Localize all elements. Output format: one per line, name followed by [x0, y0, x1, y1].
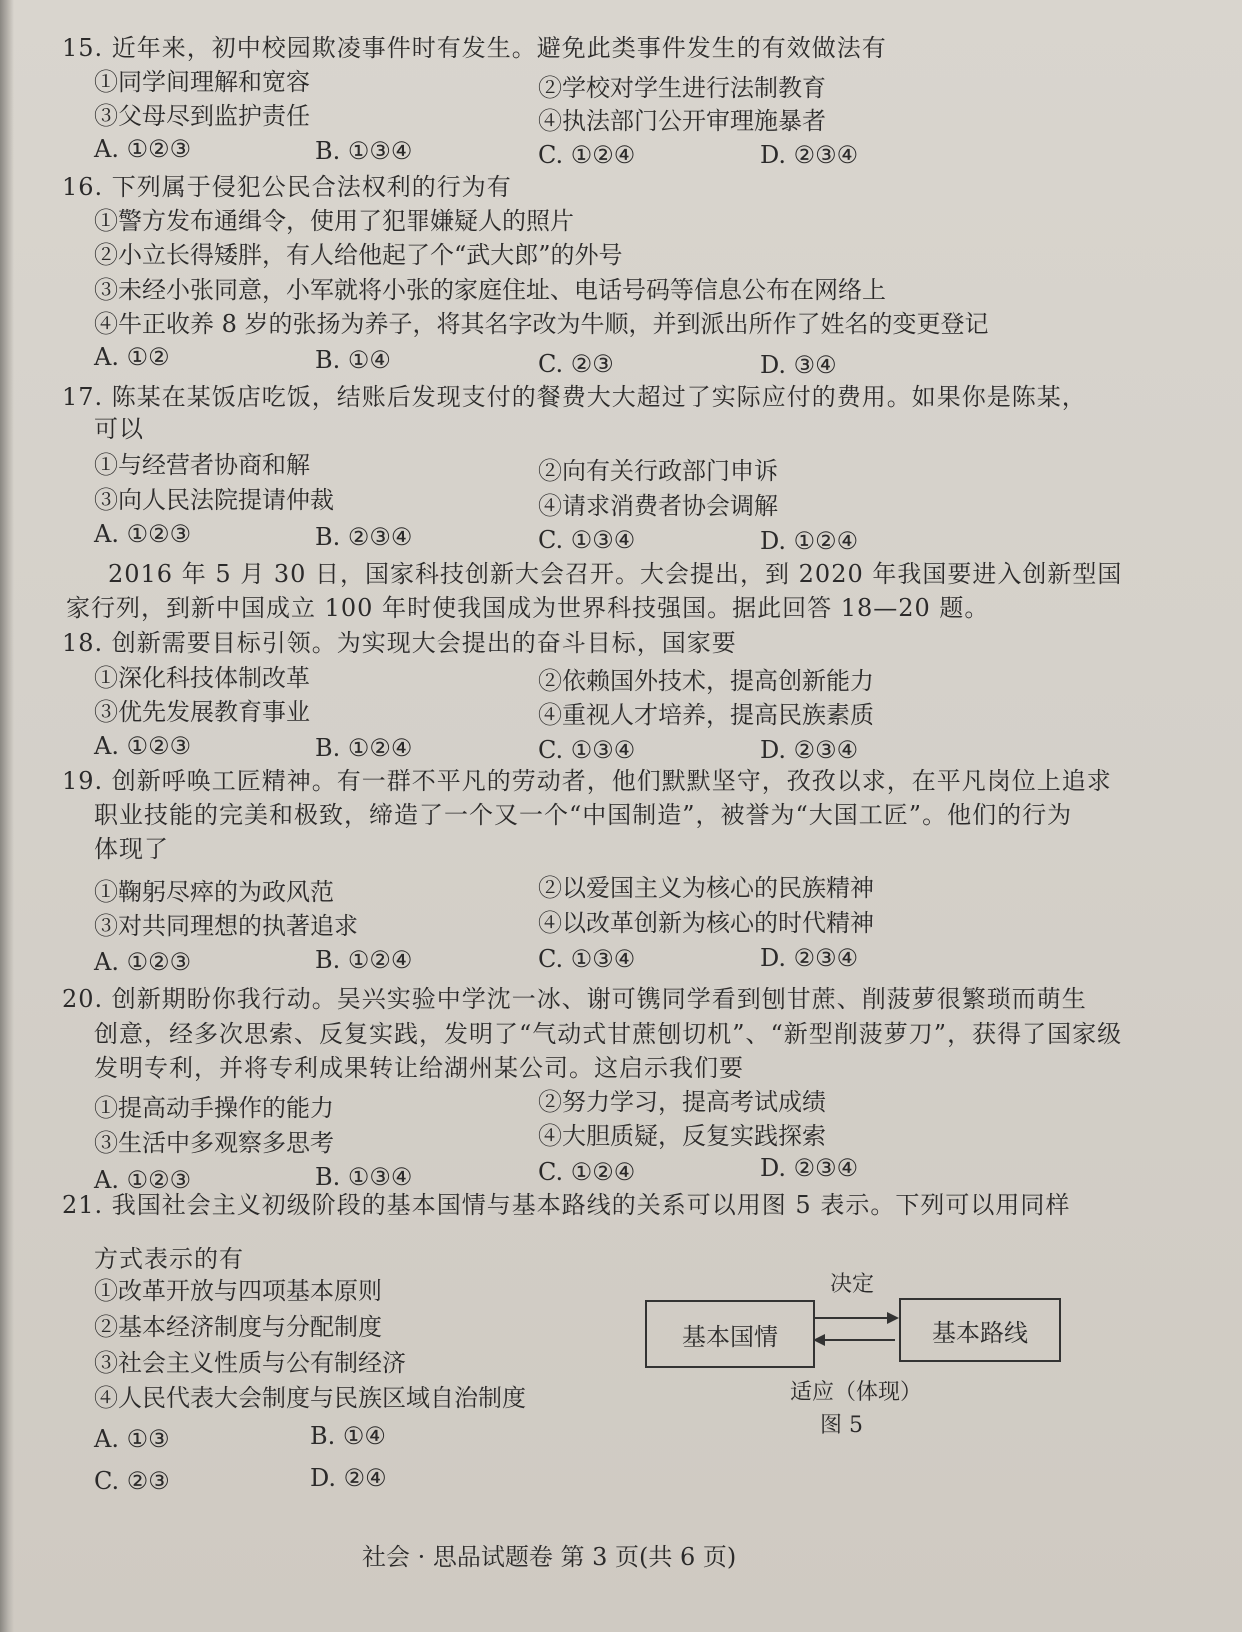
q20-option-b: B. ①③④: [315, 1163, 413, 1191]
q19-statement-2: ②以爱国主义为核心的民族精神: [538, 874, 874, 902]
page-footer: 社会 · 思品试题卷 第 3 页(共 6 页): [362, 1543, 737, 1571]
q21-option-a: A. ①③: [94, 1425, 170, 1453]
q18-statement-4: ④重视人才培养，提高民族素质: [538, 701, 874, 729]
q20-stem-line1: 20. 创新期盼你我行动。吴兴实验中学沈一冰、谢可镌同学看到刨甘蔗、削菠萝很繁琐而萌生: [62, 985, 1087, 1013]
q21-option-d: D. ②④: [310, 1464, 387, 1492]
q17-option-d: D. ①②④: [760, 527, 859, 555]
q16-statement-4: ④牛正收养 8 岁的张扬为养子，将其名字改为牛顺，并到派出所作了姓名的变更登记: [94, 310, 989, 338]
figure5-caption: 图 5: [820, 1413, 863, 1438]
page-edge-shadow: [0, 0, 14, 1632]
q17-statement-4: ④请求消费者协会调解: [538, 492, 778, 520]
q16-statement-3: ③未经小张同意，小军就将小张的家庭住址、电话号码等信息公布在网络上: [94, 276, 886, 304]
figure5-right-box: [899, 1298, 1061, 1362]
q16-option-a: A. ①②: [94, 343, 170, 371]
q17-option-a: A. ①②③: [94, 520, 192, 548]
q19-statement-1: ①鞠躬尽瘁的为政风范: [94, 878, 334, 906]
q18-statement-2: ②依赖国外技术，提高创新能力: [538, 667, 874, 695]
passage-line1: 2016 年 5 月 30 日，国家科技创新大会召开。大会提出，到 2020 年我国要进入创新型国: [108, 560, 1123, 588]
arrow-left-head: [813, 1334, 825, 1346]
q15-option-c: C. ①②④: [538, 141, 636, 169]
q21-stem-line1: 21. 我国社会主义初级阶段的基本国情与基本路线的关系可以用图 5 表示。下列可以用同样: [62, 1191, 1071, 1219]
q20-option-d: D. ②③④: [760, 1154, 859, 1182]
q15-option-b: B. ①③④: [315, 137, 413, 165]
q17-statement-3: ③向人民法院提请仲裁: [94, 486, 334, 514]
q17-option-c: C. ①③④: [538, 526, 636, 554]
q20-statement-3: ③生活中多观察多思考: [94, 1129, 334, 1157]
figure5-top-label: 决定: [830, 1272, 875, 1297]
q19-option-a: A. ①②③: [94, 948, 192, 976]
figure5-left-box-text: 基本国情: [682, 1322, 778, 1351]
q15-statement-1: ①同学间理解和宽容: [94, 68, 310, 96]
q19-statement-3: ③对共同理想的执著追求: [94, 912, 358, 940]
q21-option-c: C. ②③: [94, 1467, 170, 1495]
q16-option-c: C. ②③: [538, 350, 614, 378]
q15-statement-3: ③父母尽到监护责任: [94, 102, 310, 130]
q17-stem-line2: 可以: [94, 415, 144, 443]
q18-stem: 18. 创新需要目标引领。为实现大会提出的奋斗目标，国家要: [62, 629, 737, 657]
figure5-right-box-text: 基本路线: [932, 1318, 1028, 1347]
q15-option-d: D. ②③④: [760, 141, 859, 169]
figure5-bottom-label: 适应（体现）: [790, 1380, 923, 1405]
q16-statement-2: ②小立长得矮胖，有人给他起了个“武大郎”的外号: [94, 241, 623, 269]
q21-statement-2: ②基本经济制度与分配制度: [94, 1313, 382, 1341]
q19-option-d: D. ②③④: [760, 944, 859, 972]
q18-option-c: C. ①③④: [538, 736, 636, 764]
q15-statement-4: ④执法部门公开审理施暴者: [538, 107, 826, 135]
passage-line2: 家行列，到新中国成立 100 年时使我国成为世界科技强国。据此回答 18—20 题。: [66, 594, 990, 622]
q19-option-c: C. ①③④: [538, 945, 636, 973]
q19-option-b: B. ①②④: [315, 946, 413, 974]
q15-statement-2: ②学校对学生进行法制教育: [538, 74, 826, 102]
q15-stem: 15. 近年来，初中校园欺凌事件时有发生。避免此类事件发生的有效做法有: [62, 34, 887, 62]
q18-option-a: A. ①②③: [94, 732, 192, 760]
q15-option-a: A. ①②③: [94, 135, 192, 163]
q21-statement-3: ③社会主义性质与公有制经济: [94, 1349, 406, 1377]
q21-stem-line2: 方式表示的有: [94, 1245, 244, 1273]
q16-option-d: D. ③④: [760, 351, 837, 379]
q21-statement-4: ④人民代表大会制度与民族区域自治制度: [94, 1384, 526, 1412]
arrow-right-head: [887, 1312, 899, 1324]
q18-option-b: B. ①②④: [315, 734, 413, 762]
q19-statement-4: ④以改革创新为核心的时代精神: [538, 909, 874, 937]
q20-statement-4: ④大胆质疑，反复实践探索: [538, 1122, 826, 1150]
q16-statement-1: ①警方发布通缉令，使用了犯罪嫌疑人的照片: [94, 207, 574, 235]
q21-option-b: B. ①④: [310, 1422, 386, 1450]
q18-statement-3: ③优先发展教育事业: [94, 698, 310, 726]
q17-option-b: B. ②③④: [315, 523, 413, 551]
figure5-arrows: [811, 1300, 901, 1360]
q19-stem-line1: 19. 创新呼唤工匠精神。有一群不平凡的劳动者，他们默默坚守，孜孜以求，在平凡岗位上追求: [62, 767, 1112, 795]
q16-option-b: B. ①④: [315, 346, 391, 374]
q17-stem-line1: 17. 陈某在某饭店吃饭，结账后发现支付的餐费大大超过了实际应付的费用。如果你是陈某，: [62, 383, 1087, 411]
q19-stem-line2: 职业技能的完美和极致，缔造了一个又一个“中国制造”，被誉为“大国工匠”。他们的行为: [94, 801, 1073, 829]
q20-stem-line2: 创意，经多次思索、反复实践，发明了“气动式甘蔗刨切机”、“新型削菠萝刀”，获得了国家级: [94, 1020, 1123, 1048]
q20-stem-line3: 发明专利，并将专利成果转让给湖州某公司。这启示我们要: [94, 1054, 744, 1082]
q20-statement-2: ②努力学习，提高考试成绩: [538, 1088, 826, 1116]
q20-option-c: C. ①②④: [538, 1158, 636, 1186]
q19-stem-line3: 体现了: [94, 835, 169, 863]
q17-statement-2: ②向有关行政部门申诉: [538, 457, 778, 485]
q18-option-d: D. ②③④: [760, 736, 859, 764]
q21-statement-1: ①改革开放与四项基本原则: [94, 1277, 382, 1305]
q17-statement-1: ①与经营者协商和解: [94, 451, 310, 479]
q20-statement-1: ①提高动手操作的能力: [94, 1094, 334, 1122]
figure5-left-box: [645, 1300, 815, 1368]
q16-stem: 16. 下列属于侵犯公民合法权利的行为有: [62, 173, 512, 201]
q20-option-a: A. ①②③: [94, 1166, 192, 1194]
q18-statement-1: ①深化科技体制改革: [94, 664, 310, 692]
